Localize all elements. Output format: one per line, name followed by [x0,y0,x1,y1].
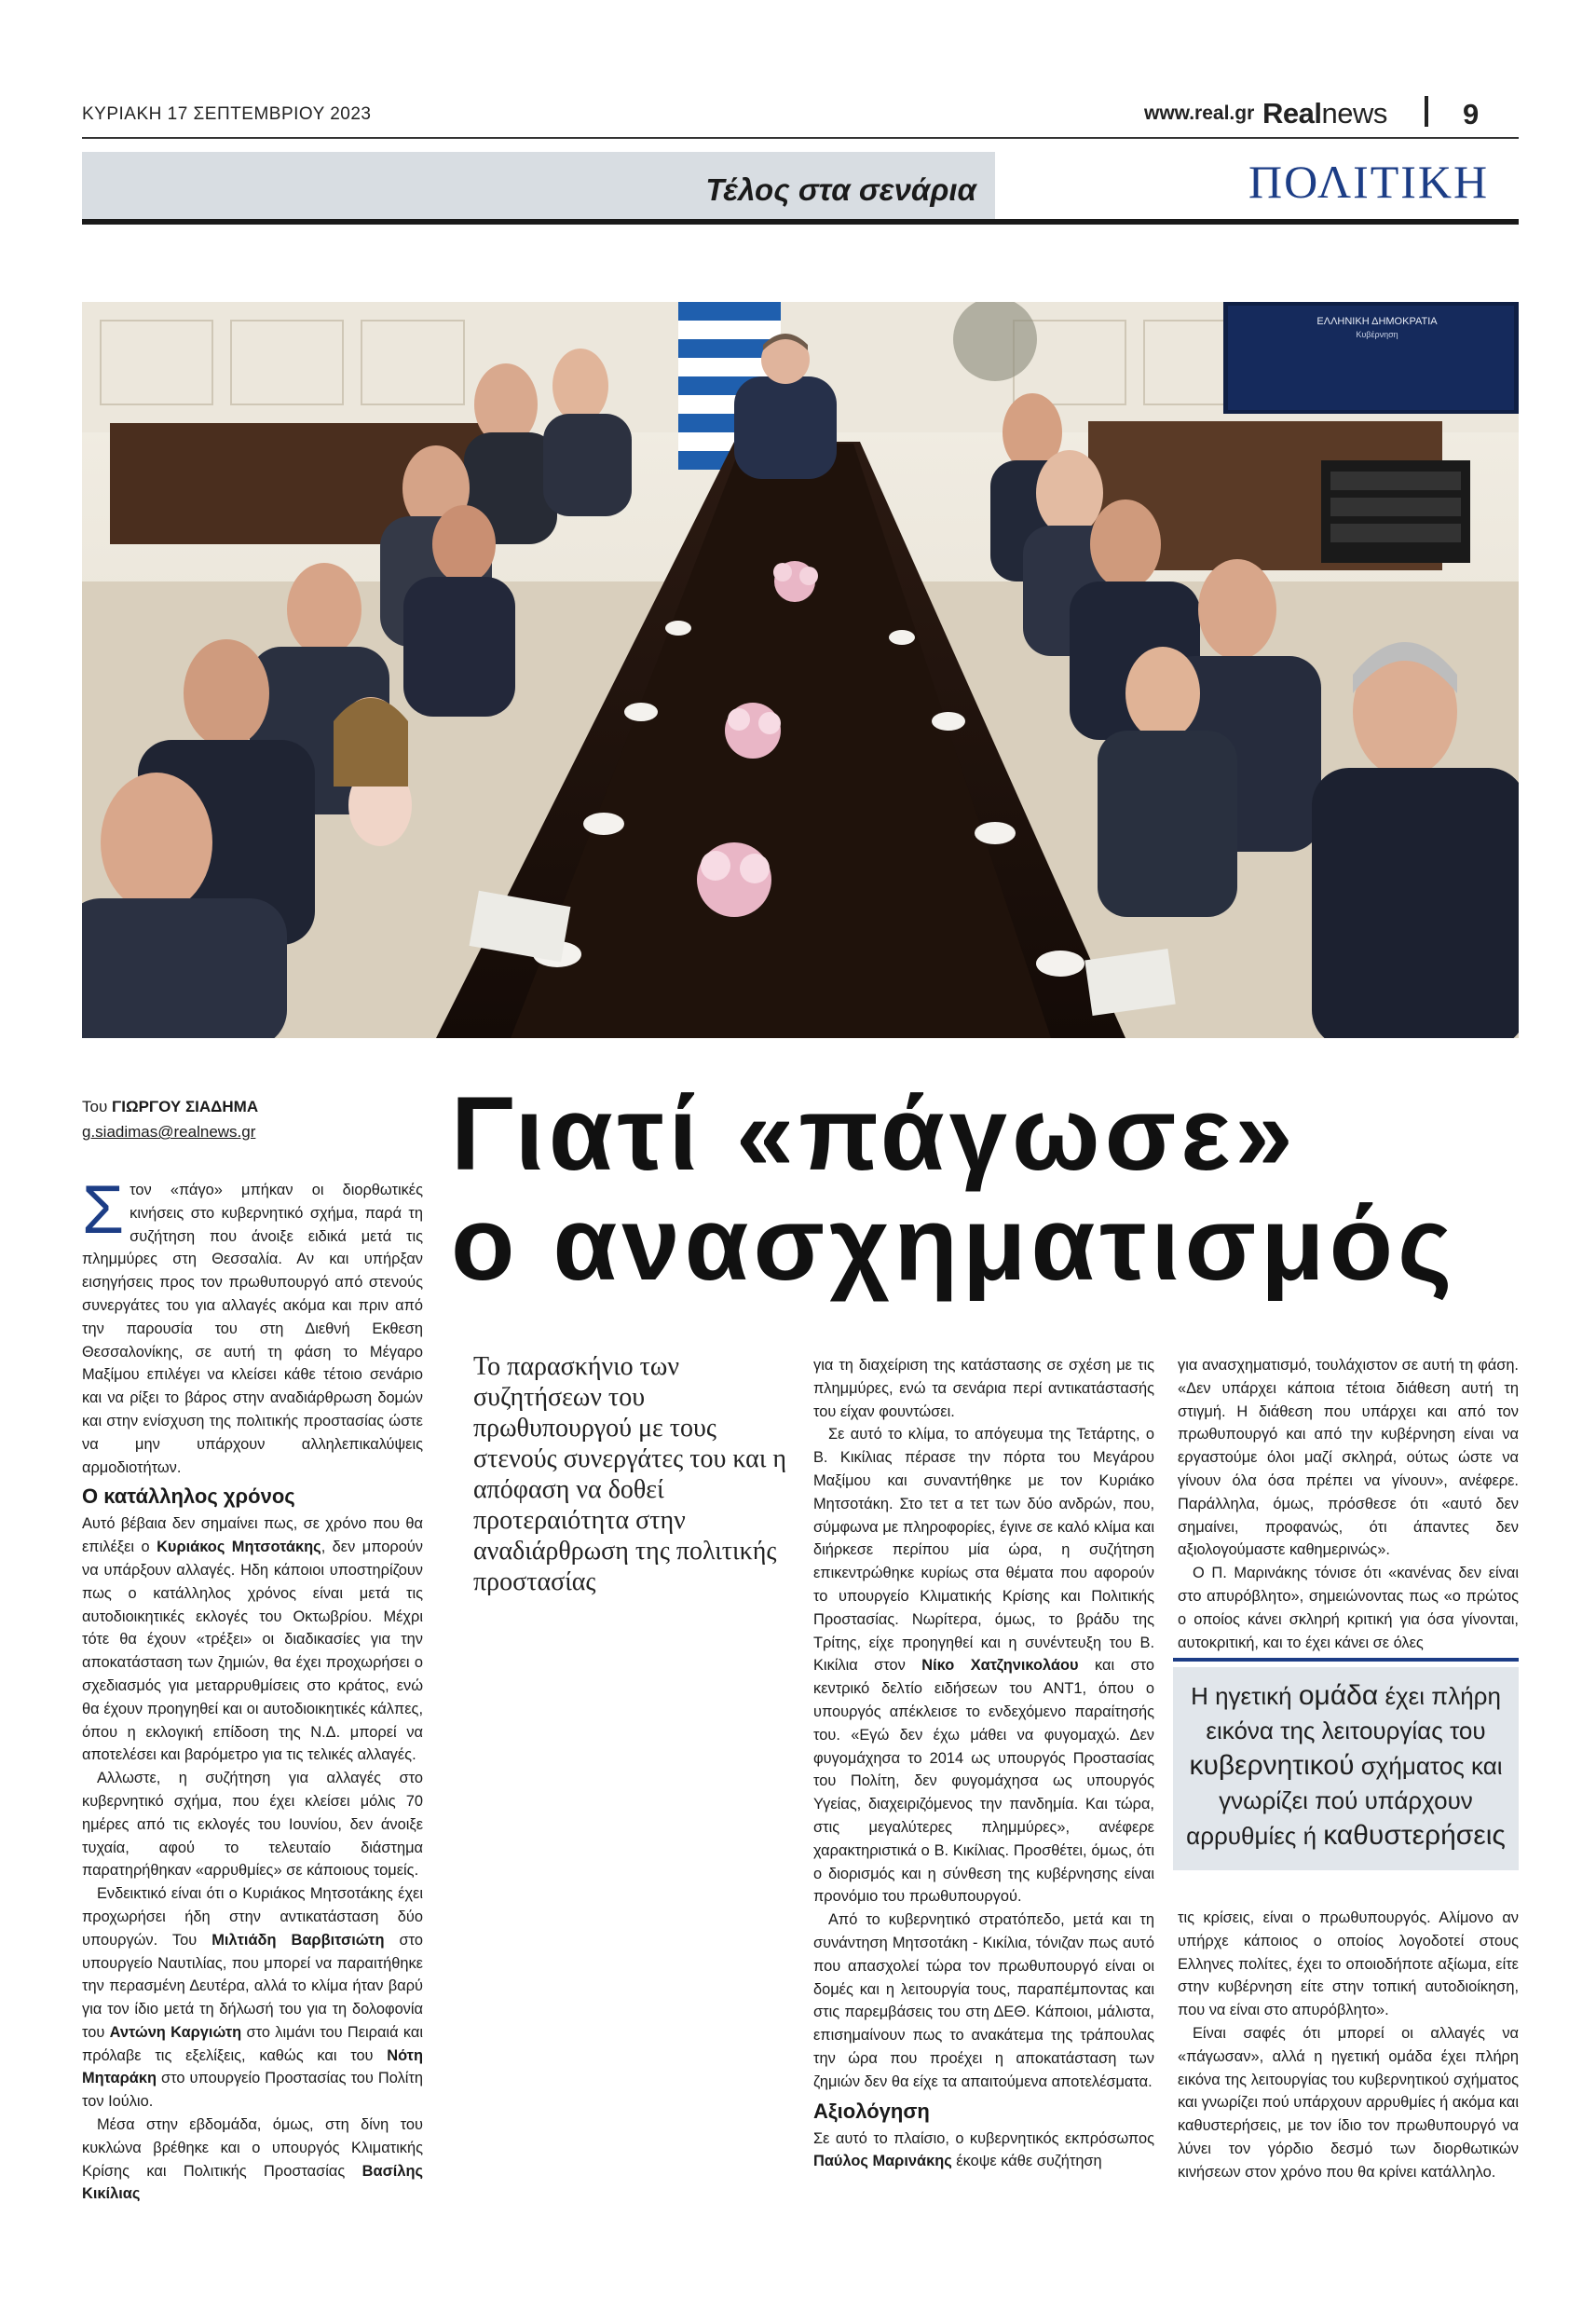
paragraph-text: και στο κεντρικό δελτίο ειδήσεων του ΑΝΤ1, όπου ο υπουργός απέκλεισε το ενδεχόμενο παραίτησής του. «Εγώ δεν έχω μάθει να φυγομαχώ. Δεν φυγομάχησα το 2014 ως υπουργός Προστασίας του Πολίτη, δεν φυγομάχησα ως υπουργός Υγείας, διαχειριζόμενος την πανδημία. Και τώρα, στις μεγαλύτερες πλημμύρες», ανέφερε χαρακτηριστικά ο Β. Κικίλιας. Προσθέτει, όμως, ότι ο διορισμός και η σύνθεση της κυβέρνησης είναι προνόμιο του πρωθυπουργού. [813,1657,1154,1906]
page-number: 9 [1463,98,1480,130]
pull-quote-emphasis: κυβερνητικού [1189,1750,1355,1781]
paragraph [82,2114,423,2206]
paragraph [82,1512,423,1767]
paragraph [813,2127,1154,2174]
paragraph-text: , δεν μπορούν να υπάρξουν αλλαγές. Ηδη κάποιοι υποστηρίζουν πως ο κατάλληλος χρόνος είναι μετά τις αυτοδιοικητικές εκλογές του Οκτωβρίου. Μέχρι τότε θα έχουν «τρέξει» οι διαδικασίες για την αποκατάσταση των ζημιών, θα έχει προχωρήσει ο σχεδιασμός για μεταρρυθμίσεις στο κράτος, ενώ θα έχουν προηγηθεί και οι αυτοδιοικητικές κάλπες, όπου η εκλογική επίδοση της Ν.Δ. μπορεί να αποτελέσει και βαρόμετρο για τις τελικές αλλαγές. [82,1539,423,1764]
headline-line-2: ο ανασχηματισμός [451,1185,1457,1302]
brand-logo [1262,97,1387,130]
pull-quote-text: έχει πλήρη εικόνα της λειτουργίας του [1206,1682,1501,1744]
paragraph: τις κρίσεις, είναι ο πρωθυπουργός. Αλίμονο αν υπήρχε κάποιος ο οποίος λογοδοτεί στους Ελληνες πολίτες, έχει το οποιοδήποτε αξίωμα, είτε στην κυβέρνηση είτε στην τοπική αυτοδιοίκηση, που να είναι στο απυρόβλητο». [1178,1909,1519,2019]
subheading: Ο κατάλληλος χρόνος [82,1484,295,1509]
author-email[interactable]: g.siadimas@realnews.gr [82,1123,256,1141]
pull-quote-text: Η ηγετική [1191,1682,1299,1710]
article-column-3 [813,1354,1154,2173]
person-name: Παύλος Μαρινάκης [813,2153,952,2170]
article-column-4-bottom [1178,1907,1519,2184]
brand-logo-rest: news [1321,97,1387,130]
paragraph: Ο Π. Μαρινάκης τόνισε ότι «κανένας δεν είναι στο απυρόβλητο», σημειώνοντας πως «ο πρώτος ο οποίος κάνει σκληρή κριτική για όσα γίνονται, αυτοκριτική, και το έχει κάνει σε όλες [1178,1565,1519,1651]
paragraph [82,1172,423,1479]
pull-quote-emphasis: ομάδα [1298,1680,1379,1711]
paragraph [813,1423,1154,1908]
author-name: ΓΙΩΡΓΟΥ ΣΙΑΔΗΜΑ [112,1098,259,1115]
paragraph-text: στο υπουργείο Προστασίας του Πολίτη τον Ιούλιο. [82,2070,423,2111]
paragraph: Αλλωστε, η συζήτηση για αλλαγές στο κυβερνητικό σχήμα, που έχει κλείσει μόλις 70 ημέρες από τις εκλογές του Ιουνίου, δεν άνοιξε τυχαία, αφού το τελευταίο διάστημα παρατηρήθηκαν «αρρυθμίες» σε κάποιους τομείς. [82,1770,423,1880]
drop-cap: Σ [82,1172,125,1248]
paragraph-text: στο υπουργείο Ναυτιλίας, που μπορεί να παραιτήθηκε την περασμένη Δευτέρα, αλλά το κλίμα ήταν βαρύ για τον ίδιο μετά τη δήλωσή του για τη δολοφονία του [82,1931,423,2041]
header-separator [1425,96,1428,127]
paragraph-text: Ενδεικτικό είναι ότι ο Κυριάκος Μητσοτάκης έχει προχωρήσει ήδη στην αντικατάσταση δύο υπουργών. Του [82,1885,423,1949]
paragraph: για τη διαχείριση της κατάστασης σε σχέση με τις πλημμύρες, ενώ τα σενάρια περί αντικατάστασής του είχαν φουντώσει. [813,1357,1154,1420]
article-column-1 [82,1172,423,2206]
paragraph: Είναι σαφές ότι μπορεί οι αλλαγές να «πάγωσαν», αλλά η ηγετική ομάδα έχει πλήρη εικόνα της λειτουργίας του κυβερνητικού σχήματος και γνωρίζει πού υπάρχουν αρρυθμίες ή ακόμα και καθυστερήσεις, με τον ίδιο τον πρωθυπουργό να λύνει τον γόρδιο δεσμό των διορθωτικών κινήσεων στον χρόνο που θα κρίνει κατάλληλο. [1178,2024,1519,2181]
person-name: Αντώνη Καργιώτη [109,2023,242,2041]
screen-subtitle: Κυβέρνηση [1356,330,1398,339]
paragraph-text: Αυτό βέβαια δεν σημαίνει πως, σε χρόνο που θα επιλέξει ο [82,1515,423,1556]
paragraph: για ανασχηματισμό, τουλάχιστον σε αυτή τη φάση. «Δεν υπάρχει κάποια τέτοια διάθεση αυτή τη στιγμή. Η διάθεση που υπάρχει και από τον πρωθυπουργό και από την κυβέρνηση είναι να εργαστούμε όλοι μαζί σκληρά, ούτως ώστε να γίνουν όλα όσα πρέπει να γίνουν», ανέφερε. Παράλληλα, όμως, πρόσθεσε ότι «αυτό δεν σημαίνει, προφανώς, ότι άπαντες δεν αξιολογούμαστε καθημερινώς». [1178,1357,1519,1559]
cabinet-meeting-photo [82,302,1519,1038]
article-column-4-top [1178,1354,1519,1654]
paragraph-text: Σε αυτό το πλαίσιο, ο κυβερνητικός εκπρόσωπος [813,2129,1154,2147]
pull-quote-rule [1173,1658,1519,1662]
person-name: Νότη Μηταράκη [82,2046,423,2087]
section-kicker: Τέλος στα σενάρια [705,172,976,207]
paragraph: Από το κυβερνητικό στρατόπεδο, μετά και τη συνάντηση Μητσοτάκη - Κικίλια, τόνιζαν πως αυτό που απασχολεί τώρα τον πρωθυπουργό είναι οι δομές και η λειτουργία τους, παραπέμποντας και στις παρεμβάσεις του στη ΔΕΘ. Κάποιοι, μάλιστα, επισημαίνουν πως το ανακάτεμα της τράπουλας την ώρα που προέχει η αποκατάσταση των ζημιών δεν θα είχε τα απαιτούμενα αποτελέσματα. [813,1911,1154,2090]
byline [82,1098,258,1116]
paragraph-text: τον «πάγο» μπήκαν οι διορθωτικές κινήσεις στο κυβερνητικό σχήμα, παρά τη συζήτηση που άνοιξε ειδικά μετά τις πλημμύρες στη Θεσσαλία. Αν και υπήρξαν εισηγήσεις προς τον πρωθυπουργό από στενούς συνεργάτες του για αλλαγές ακόμα και πριν από την παρουσία του στη Διεθνή Εκθεση Θεσσαλονίκης, σε αυτή τη φάση το Μέγαρο Μαξίμου επιλέγει να κλείσει κάθε τέτοιο σενάριο και να ρίξει το βάρος στην αναδιάρθρωση δομών και στην ενίσχυση της πολιτικής προστασίας ώστε να μην υπάρχουν αλληλεπικαλύψεις αρμοδιοτήτων. [82,1182,423,1476]
headline [451,1075,1513,1302]
screen-title: ΕΛΛΗΝΙΚΗ ΔΗΜΟΚΡΑΤΙΑ [1316,316,1438,327]
pull-quote-text: σχήματος και γνωρίζει πού υπάρχουν αρρυθμίες ή [1186,1752,1503,1850]
paragraph-text: Σε αυτό το κλίμα, το απόγευμα της Τετάρτης, ο Β. Κικίλιας πέρασε την πόρτα του Μεγάρου Μαξίμου και συναντήθηκε με τον Κυριάκο Μητσοτάκη. Στο τετ α τετ των δύο ανδρών, που, σύμφωνα με πληροφορίες, έγινε σε καλό κλίμα και διήρκεσε περίπου μία ώρα, η συζήτηση επικεντρώθηκε κυρίως στα θέματα που αφορούν το υπουργείο Κλιματικής Κρίσης και Πολιτικής Προστασίας. Νωρίτερα, όμως, το βράδυ της Τρίτης, είχε προηγηθεί και η συνέντευξη του Β. Κικίλια στον [813,1426,1154,1675]
article-deck: Το παρασκήνιο των συζητήσεων του πρωθυπουργού με τους στενούς συνεργάτες του και η απόφαση να δοθεί προτεραιότητα στην αναδιάρθρωση της πολιτικής προστασίας [473,1352,787,1596]
paragraph-text: έκοψε κάθε συζήτηση [951,2153,1102,2170]
headline-line-1: Γιατί «πάγωσε» [451,1075,1298,1192]
section-rule [82,219,1519,225]
paragraph-text: Μέσα στην εβδομάδα, όμως, στη δίνη του κυκλώνα βρέθηκε και ο υπουργός Κλιματικής Κρίσης και Πολιτικής Προστασίας [82,2116,423,2180]
person-name: Κυριάκος Μητσοτάκης [157,1539,321,1556]
byline-prefix: Του [82,1098,108,1115]
brand-logo-bold: Real [1262,97,1322,130]
pull-quote-emphasis: καθυστερήσεις [1323,1820,1506,1851]
paragraph-text: στο λιμάνι του Πειραιά και πρόλαβε τις εξελίξεις, καθώς και του [82,2023,423,2064]
person-name: Βασίλης Κικίλιας [82,2162,423,2203]
header-rule [82,137,1519,139]
pull-quote [1173,1667,1519,1870]
section-name: ΠΟΛΙΤΙΚΗ [1248,156,1490,208]
subheading: Αξιολόγηση [813,2099,930,2123]
site-url[interactable]: www.real.gr [1144,103,1255,124]
person-name: Νίκο Χατζηνικολάου [921,1657,1079,1675]
issue-date: ΚΥΡΙΑΚΗ 17 ΣΕΠΤΕΜΒΡΙΟΥ 2023 [82,104,372,124]
paragraph [82,1882,423,2114]
person-name: Μιλτιάδη Βαρβιτσιώτη [211,1931,385,1949]
